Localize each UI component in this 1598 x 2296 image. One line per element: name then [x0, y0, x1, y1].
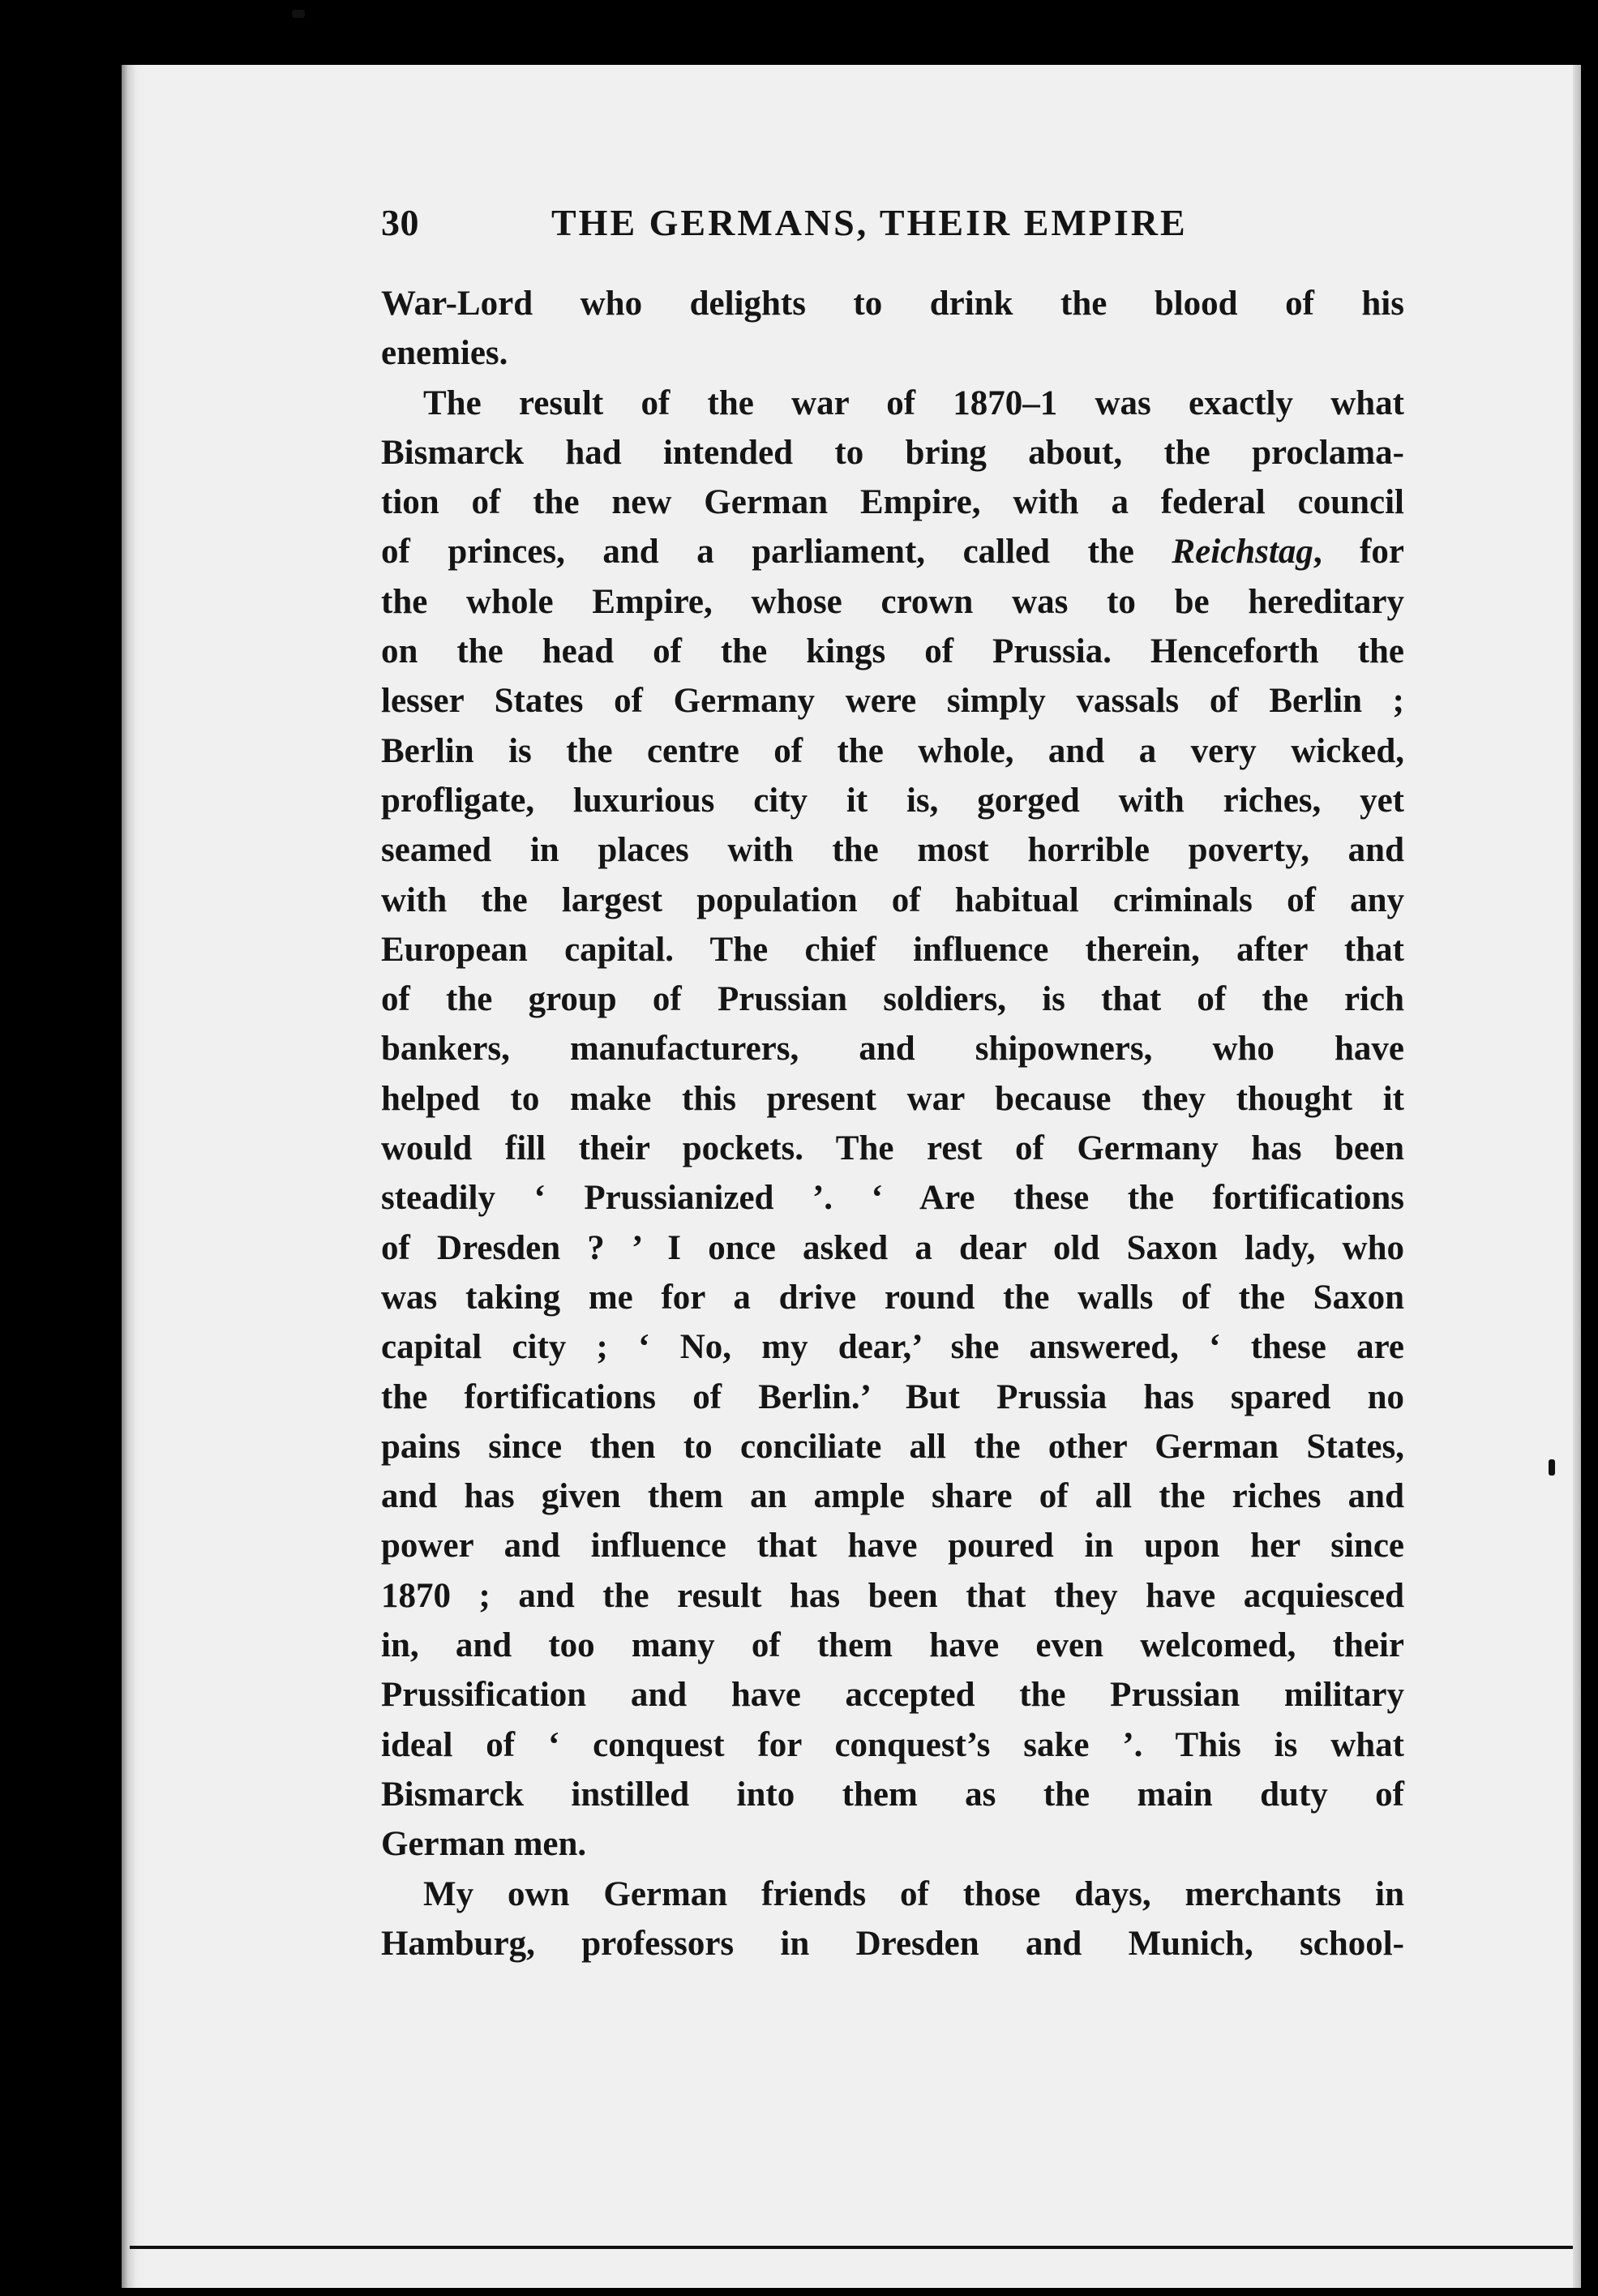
- text-line: and has given them an ample share of all the riches and: [381, 1477, 1404, 1516]
- text-line: Berlin is the centre of the whole, and a very wicked,: [381, 731, 1404, 770]
- text-line: lesser States of Germany were simply vassals of Berlin ;: [381, 682, 1404, 721]
- running-head-title: THE GERMANS, THEIR EMPIRE: [551, 202, 1188, 243]
- text-line: Hamburg, professors in Dresden and Munich, school-: [381, 1924, 1404, 1963]
- page-right-edge: [1573, 65, 1581, 2288]
- text-line: on the head of the kings of Prussia. Henceforth the: [381, 632, 1404, 671]
- text-line: the fortifications of Berlin.’ But Prussia has spared no: [381, 1377, 1404, 1416]
- text-line: seamed in places with the most horrible poverty, and: [381, 831, 1404, 870]
- text-line: enemies.: [381, 334, 508, 373]
- text-line: War-Lord who delights to drink the blood of his: [381, 285, 1404, 323]
- text-line: German men.: [381, 1825, 587, 1864]
- text-line: helped to make this present war because they thought it: [381, 1079, 1404, 1118]
- text-line: the whole Empire, whose crown was to be hereditary: [381, 582, 1404, 621]
- text-line: bankers, manufacturers, and shipowners, who have: [381, 1030, 1404, 1069]
- text-line: in, and too many of them have even welcomed, their: [381, 1626, 1404, 1665]
- page-number: 30: [381, 202, 419, 243]
- binding-edge: [122, 65, 146, 2288]
- text-line: was taking me for a drive round the walls of the Saxon: [381, 1278, 1404, 1317]
- text-line: tion of the new German Empire, with a federal council: [381, 483, 1404, 522]
- text-line: 1870 ; and the result has been that they have acquiesced: [381, 1576, 1404, 1615]
- text-line: of the group of Prussian soldiers, is that of the rich: [381, 980, 1404, 1019]
- text-line: steadily ‘ Prussianized ’. ‘ Are these the fortifications: [381, 1179, 1404, 1218]
- scan-speck: [1549, 1459, 1555, 1476]
- text-line: pains since then to conciliate all the other German States,: [381, 1427, 1404, 1466]
- text-line: would fill their pockets. The rest of Germany has been: [381, 1129, 1404, 1168]
- text-line: Bismarck instilled into them as the main duty of: [381, 1775, 1404, 1814]
- text-line: of Dresden ? ’ I once asked a dear old Saxon lady, who: [381, 1228, 1404, 1267]
- scan-speck: [292, 10, 305, 18]
- text-line: European capital. The chief influence therein, after that: [381, 930, 1404, 969]
- italic-term: Reichstag: [1172, 533, 1313, 572]
- paragraph-start-line: The result of the war of 1870–1 was exactly what: [423, 383, 1404, 422]
- line-text: of princes, and a parliament, called the: [381, 533, 1172, 572]
- running-header: [381, 201, 1265, 258]
- body-text: [381, 279, 1404, 1968]
- text-line: Bismarck had intended to bring about, the proclama-: [381, 433, 1404, 472]
- text-line: capital city ; ‘ No, my dear,’ she answered, ‘ these are: [381, 1328, 1404, 1367]
- page-bottom-edge: [130, 2246, 1573, 2249]
- text-line: power and influence that have poured in upon her since: [381, 1527, 1404, 1566]
- paragraph-start-line: My own German friends of those days, merchants in: [423, 1874, 1404, 1913]
- text-line: ideal of ‘ conquest for conquest’s sake ’. This is what: [381, 1725, 1404, 1764]
- text-line: profligate, luxurious city it is, gorged with riches, yet: [381, 781, 1404, 820]
- line-suffix: , for: [1313, 533, 1405, 572]
- text-line: Prussification and have accepted the Prussian military: [381, 1676, 1404, 1715]
- text-line: with the largest population of habitual criminals of any: [381, 880, 1404, 919]
- text-line-with-italic: [381, 527, 1404, 576]
